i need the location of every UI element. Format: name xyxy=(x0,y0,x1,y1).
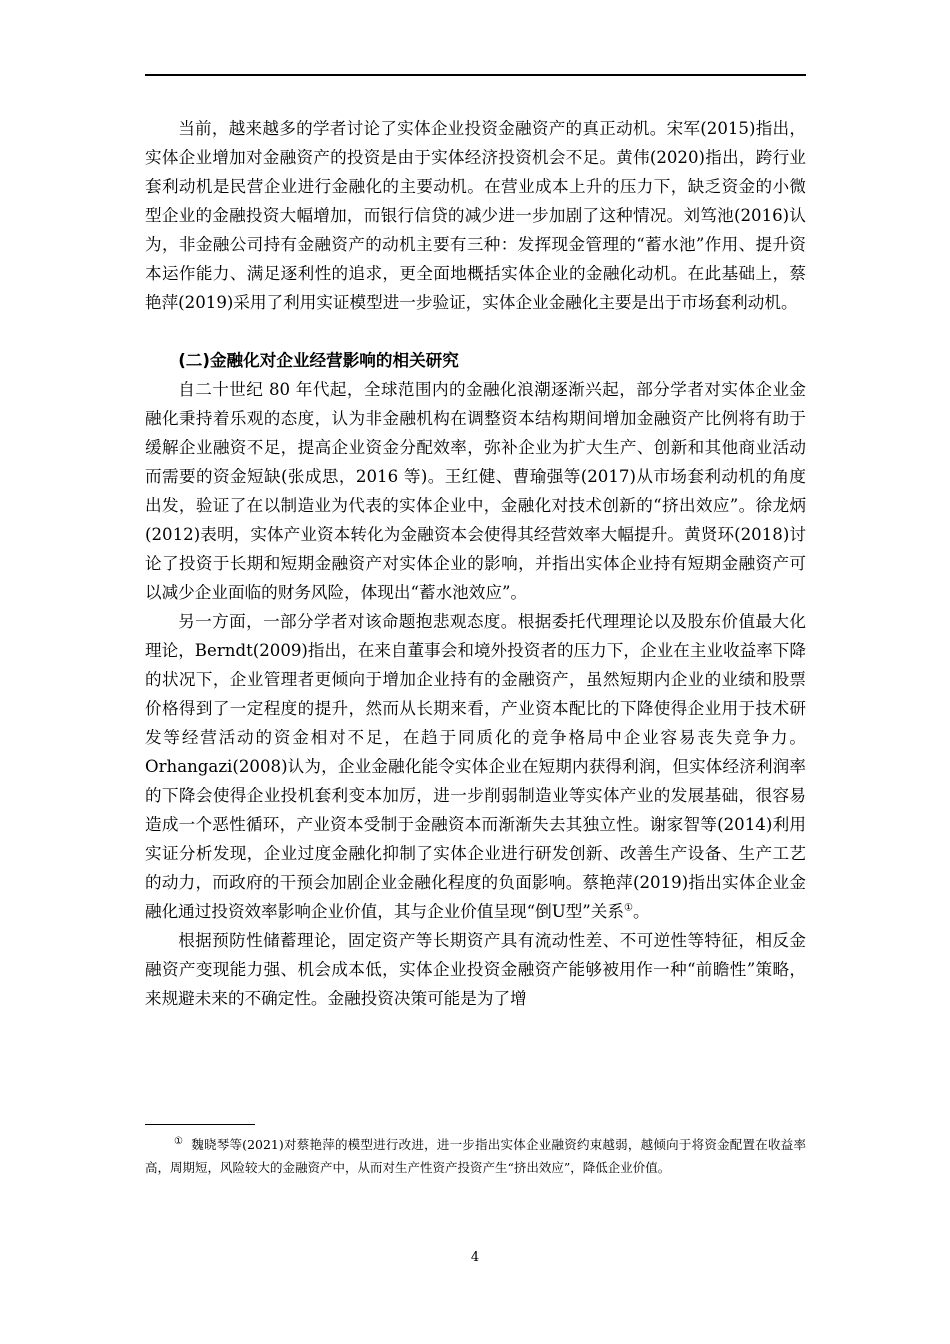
paragraph-pessimistic-view xyxy=(145,607,806,926)
page-number: 4 xyxy=(470,1250,480,1265)
section-heading: (二)金融化对企业经营影响的相关研究 xyxy=(178,351,459,370)
footnote-reference[interactable]: ① xyxy=(623,902,633,914)
footnote-number: ① xyxy=(174,1136,183,1147)
paragraph-pessimistic-text: 另一方面，一部分学者对该命题抱悲观态度。根据委托代理理论以及股东价值最大化理论，Berndt(2009)指出，在来自董事会和境外投资者的压力下，企业在主业收益率下降的状况下，企业管理者更倾向于增加企业持有的金融资产，虽然短期内企业的业绩和股票价格得到了一定程度的提升，然而从长期来看，产业资本配比的下降使得企业用于技术研发等经营活动的资金相对不足，在趋于同质化的竞争格局中企业容易丧失竞争力。Orhangazi(2008)认为，企业金融化能令实体企业在短期内获得利润，但实体经济利润率的下降会使得企业投机套利变本加厉，进一步削弱制造业等实体产业的发展基础，很容易造成一个恶性循环，产业资本受制于金融资本而渐渐失去其独立性。谢家智等(2014)利用实证分析发现，企业过度金融化抑制了实体企业进行研发创新、改善生产设备、生产工艺的动力，而政府的干预会加剧企业金融化程度的负面影响。蔡艳萍(2019)指出实体企业金融化通过投资效率影响企业价值，其与企业价值呈现“倒U型”关系 xyxy=(145,612,806,921)
footnote-text: 魏晓琴等(2021)对蔡艳萍的模型进行改进，进一步指出实体企业融资约束越弱，越倾向于将资金配置在收益率高，周期短，风险较大的金融资产中，从而对生产性资产投资产生“挤出效应”，降低企业价值。 xyxy=(145,1137,806,1175)
paragraph-pessimistic-end: 。 xyxy=(632,902,650,921)
paragraph-motivation: 当前，越来越多的学者讨论了实体企业投资金融资产的真正动机。宋军(2015)指出，实体企业增加对金融资产的投资是由于实体经济投资机会不足。黄伟(2020)指出，跨行业套利动机是民营企业进行金融化的主要动机。在营业成本上升的压力下，缺乏资金的小微型企业的金融投资大幅增加，而银行信贷的减少进一步加剧了这种情况。刘笃池(2016)认为，非金融公司持有金融资产的动机主要有三种：发挥现金管理的“蓄水池”作用、提升资本运作能力、满足逐利性的追求，更全面地概括实体企业的金融化动机。在此基础上，蔡艳萍(2019)采用了利用实证模型进一步验证，实体企业金融化主要是出于市场套利动机。 xyxy=(145,119,806,312)
footnote-rule xyxy=(145,1124,255,1125)
paragraph-optimistic-view: 自二十世纪 80 年代起，全球范围内的金融化浪潮逐渐兴起，部分学者对实体企业金融化秉持着乐观的态度，认为非金融机构在调整资本结构期间增加金融资产比例将有助于缓解企业融资不足，提高企业资金分配效率，弥补企业为扩大生产、创新和其他商业活动而需要的资金短缺(张成思，2016 等)。王红健、曹瑜强等(2017)从市场套利动机的角度出发，验证了在以制造业为代表的实体企业中，金融化对技术创新的“挤出效应”。徐龙炳(2012)表明，实体产业资本转化为金融资本会使得其经营效率大幅提升。黄贤环(2018)讨论了投资于长期和短期金融资产对实体企业的影响，并指出实体企业持有短期金融资产可以减少企业面临的财务风险，体现出“蓄水池效应”。 xyxy=(145,380,806,602)
header-rule xyxy=(145,74,806,76)
body-text xyxy=(145,114,806,1013)
footnote xyxy=(145,1133,806,1179)
paragraph-precautionary-saving: 根据预防性储蓄理论，固定资产等长期资产具有流动性差、不可逆性等特征，相反金融资产变现能力强、机会成本低，实体企业投资金融资产能够被用作一种“前瞻性”策略，来规避未来的不确定性。金融投资决策可能是为了增 xyxy=(145,931,806,1008)
